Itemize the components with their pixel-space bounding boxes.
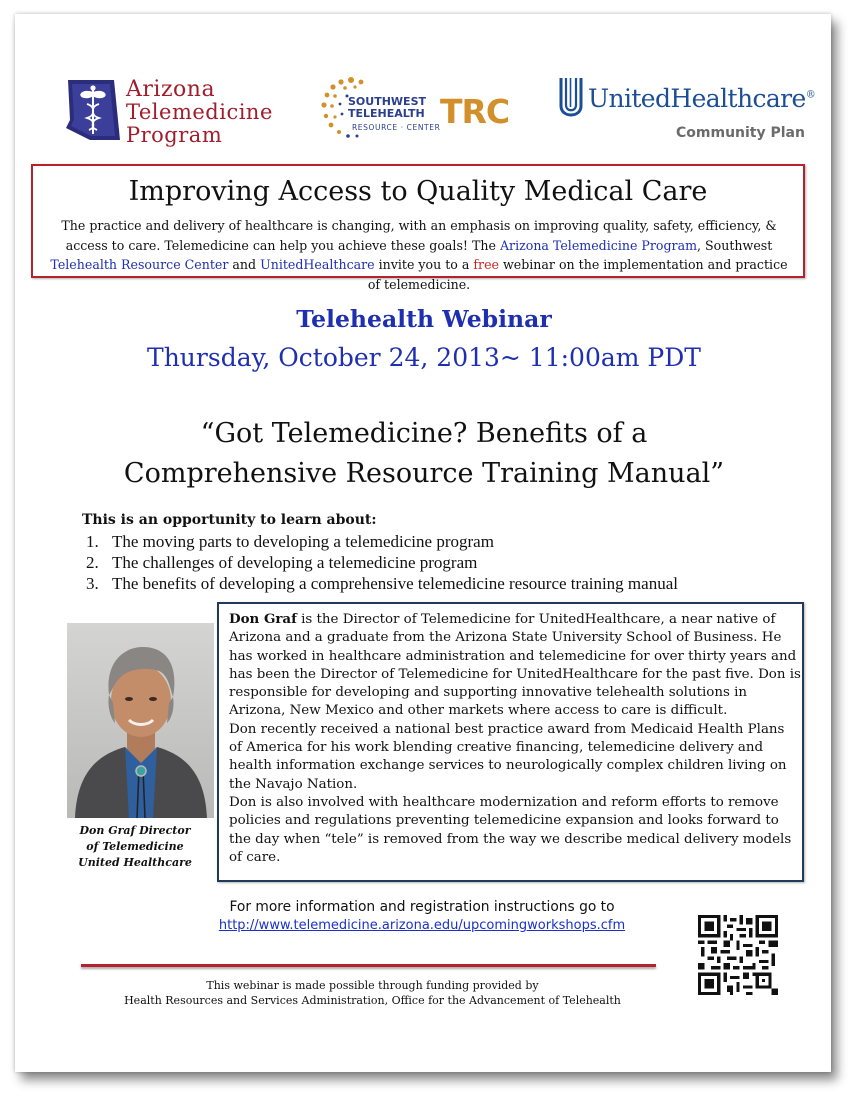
bio-paragraph-1: is the Director of Telemedicine for UnitedHealthcare, a near native of Arizona and a graduate from the Arizona State University School of Business. He has worked in healthcare administration and telemedicine for over thirty years and has been the Director of Telemedicine for UnitedHealthcare for the past five. Don is responsible for developing and supporting innovative telehealth solutions in Arizona, New Mexico and other markets where access to care is difficult. [229, 612, 801, 719]
intro-text-5: webinar on the implementation and practice of telemedicine. [367, 257, 788, 292]
talk-title-line1: “Got Telemedicine? Benefits of a [200, 418, 648, 449]
intro-paragraph [43, 216, 795, 294]
funding-line1: This webinar is made possible through funding provided by [206, 979, 539, 992]
free-highlight: free [473, 257, 499, 272]
caption-line3: United Healthcare [78, 856, 192, 869]
speaker-name: Don Graf [229, 611, 297, 627]
list-item [86, 531, 678, 552]
speaker-photo [67, 623, 214, 818]
list-item-number: 2. [86, 553, 99, 572]
list-item [86, 552, 678, 573]
intro-box [31, 164, 805, 292]
sw-logo-line1: SOUTHWEST [348, 95, 426, 108]
arizona-logo-line1: Arizona [126, 77, 216, 102]
bio-paragraph-2: Don recently received a national best practice award from Medicaid Health Plans of America for his work blending creative financing, telemedicine delivery and health information exchange services to neurologically complex children living on the Navajo Nation. [229, 721, 787, 792]
arizona-logo-line2: Telemedicine [126, 100, 273, 124]
learn-intro: This is an opportunity to learn about: [82, 512, 377, 528]
photo-caption [60, 823, 210, 871]
webinar-title: Telehealth Webinar [296, 305, 552, 333]
list-item-text: The moving parts to developing a telemedicine program [112, 532, 494, 551]
sw-logo-line3: RESOURCE · CENTER [352, 123, 441, 132]
arizona-telemedicine-program-link[interactable]: Arizona Telemedicine Program [499, 237, 698, 253]
intro-text-1: The practice and delivery of healthcare is changing, with an emphasis on improving quality, safety, efficiency, & access to care. Telemedicine can help you achieve these goals! The [61, 218, 777, 253]
webinar-date: Thursday, October 24, 2013~ 11:00am PDT [147, 343, 701, 372]
list-item-text: The benefits of developing a comprehensive telemedicine resource training manual [112, 574, 678, 593]
learn-list [86, 531, 678, 594]
bio-paragraph-3: Don is also involved with healthcare modernization and reform efforts to remove policies and regulations preventing telemedicine expansion and looks forward to the day when “tele” is removed from the way we describe medical delivery models of care. [229, 794, 792, 865]
unitedhealthcare-link[interactable]: UnitedHealthcare [260, 257, 375, 272]
list-item-number: 1. [86, 532, 99, 551]
intro-text-3: and [228, 257, 261, 272]
intro-text-4: invite you to a [374, 257, 474, 272]
caption-line1: Don Graf Director [79, 824, 191, 837]
sw-logo-line2: TELEHEALTH [348, 107, 425, 120]
uhc-wordmark [588, 84, 815, 113]
funding-line2: Health Resources and Services Administration, Office for the Advancement of Telehealth [124, 994, 621, 1007]
uhc-registered-mark: ® [805, 89, 816, 101]
list-item-text: The challenges of developing a telemedicine program [112, 553, 478, 572]
southwest-telehealth-trc-logo [318, 74, 528, 144]
list-item-number: 3. [86, 574, 99, 593]
unitedhealthcare-logo [558, 76, 818, 148]
registration-link[interactable]: http://www.telemedicine.arizona.edu/upcomingworkshops.cfm [218, 918, 626, 933]
list-item [86, 573, 678, 594]
speaker-bio-box [217, 602, 804, 882]
speaker-portrait-icon [67, 623, 214, 818]
telehealth-resource-center-link[interactable]: Telehealth Resource Center [50, 257, 229, 272]
arizona-logo-line3: Program [126, 123, 223, 147]
talk-title-line2: Comprehensive Resource Training Manual” [123, 458, 725, 489]
more-info-text: For more information and registration instructions go to [229, 899, 615, 915]
footer-divider [81, 964, 656, 967]
arizona-state-caduceus-icon [62, 76, 124, 146]
trc-wordmark: TRC [440, 92, 510, 131]
intro-text-2: , Southwest [697, 237, 773, 253]
caption-line2: of Telemedicine [86, 840, 184, 853]
funding-note [0, 978, 745, 1008]
intro-heading: Improving Access to Quality Medical Care [128, 176, 708, 207]
uhc-name: UnitedHealthcare [588, 84, 806, 113]
uhc-u-mark-icon [558, 76, 584, 124]
uhc-community-plan: Community Plan [676, 125, 805, 141]
talk-title [0, 414, 848, 494]
speaker-bio [229, 610, 801, 867]
arizona-telemedicine-logo [62, 76, 282, 148]
